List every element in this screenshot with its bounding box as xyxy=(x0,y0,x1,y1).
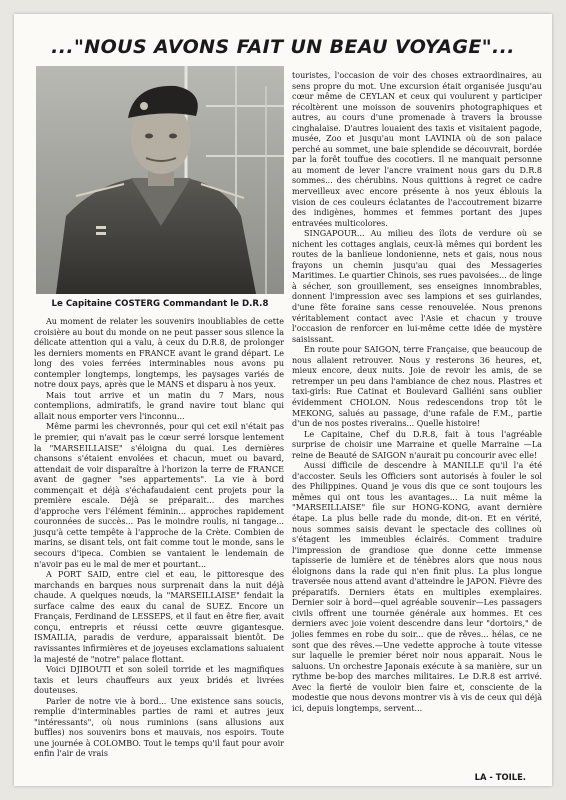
photo-caption: Le Capitaine COSTERG Commandant le D.R.8 xyxy=(51,299,269,309)
paragraph: En route pour SAIGON, terre Française, que beaucoup de nous allaient retrouver. Nous y resterons 36 heures, et, mieux encore, deux nuits. Joie de revoir les amis, de se retremper un peu dans l'ambiance de chez nous. Plastres et taxi-girls: Rue Catinat et Boulevard Galliéni sans oublier évidemment CHOLON. Nous redescendons trop tôt le MEKONG, salués au passage, d'une rafale de F.M., partie d'un de nos postes riverains... Quelle histoire! xyxy=(292,345,542,429)
paragraph: Aussi difficile de descendre à MANILLE qu'il l'a été d'accoster. Seuls les Officiers sont autorisés à fouler le sol des Philippines. Quand je vous dis que ce sont toujours les mêmes qui ont tous les avantages... La nuit même la "MARSEILLAISE" file sur HONG-KONG, avant dernière étape. La plus belle rade du monde, dit-on. Et en vérité, nous sommes saisis devant le spectacle des collines où s'étagent les immeubles éclairés. Comment traduire l'impression de grandiose que donne cette immense tapisserie de lumière et de ténèbres alors que nous nous éloignons dans la rade qui n'en finit plus. La plus longue traversée nous attend avant d'atteindre le JAPON. Fièvre des préparatifs. Derniers états en multiples exemplaires. Dernier soir à bord—quel agréable souvenir—Les passagers civils offrent une tournée générale aux hommes. Et ces derniers avec joie voient descendre dans leur "dortoirs," de jolies femmes en robe du soir... que de rêves... hélas, ce ne sont que des rêves.—Une vedette approche à toute vitesse sur laquelle le premier béret noir nous apparait. Nous le saluons. Un orchestre Japonais exécute à sa manière, sur un rythme be-bop des marches militaires. Le D.R.8 est arrivé. Avec la fierté de vouloir bien faire et, consciente de la modestie que nous devons montrer vis à vis de ceux qui déjà ici, depuis longtemps, servent... xyxy=(292,461,542,713)
paragraph: Même parmi les chevronnés, pour qui cet exil n'était pas le premier, qui n'avait pas le cœur serré lorsque lentement la "MARSEILLAISE" s'éloigna du quai. Les dernières chansons s'étaient envolées et chacun, muet ou bavard, attendait de voir disparaître à l'horizon la terre de FRANCE avant de gagner "ses appartements". La vie à bord commençait et déjà s'échafaudaient cent projets pour la première escale. Déjà se préparait... des marches d'approche vers l'élément féminin... approches rapidement couronnées de succès... Pas le moindre roulis, ni tangage... jusqu'à cette tempête à l'approche de la Crète. Combien de marins, se disant tels, ont fait comme tout le monde, sans le secours d'ipeca. Combien se vantaient le lendemain de n'avoir pas eu le mal de mer et pourtant... xyxy=(34,422,284,569)
magazine-page xyxy=(14,14,552,786)
paragraph: Voici DJIBOUTI et son soleil torride et les magnifiques taxis et leurs chauffeurs aux yeux bridés et livrées douteuses. xyxy=(34,665,284,696)
article-column-left xyxy=(34,317,284,760)
article-column-right xyxy=(292,71,542,714)
paragraph: SINGAPOUR... Au milieu des îlots de verdure où se nichent les cottages anglais, ceux-là mêmes qui bordent les routes de la banlieue londonienne, nets et gais, nous nous frayons un chemin jusqu'au quai des Messageries Maritimes. Le quartier Chinois, ses rues pavoisées... de linge à sécher, son grouillement, ses enseignes innombrables, donnent l'impression avec ses lampions et ses guirlandes, d'une fête foraine sans cesse renouvelée. Nous prenons véritablement contact avec l'Asie et chacun y trouve l'occasion de renforcer en lui-même cette idée de mystère saisissant. xyxy=(292,229,542,344)
portrait-illustration xyxy=(36,66,284,294)
paragraph: Mais tout arrive et un matin du 7 Mars, nous contemplions, admiratifs, le grand navire tout blanc qui allait nous emporter vers l'inconnu... xyxy=(34,390,284,421)
article-headline: ..."NOUS AVONS FAIT UN BEAU VOYAGE"... xyxy=(51,36,515,58)
captain-portrait-photo xyxy=(36,66,284,294)
paragraph: Le Capitaine, Chef du D.R.8, fait à tous l'agréable surprise de choisir une Marraine et quelle Marraine —La reine de Beauté de SAIGON n'aurait pu concourir avec elle! xyxy=(292,429,542,460)
paragraph: A PORT SAID, entre ciel et eau, le pittoresque des marchands en barques nous surprenait dans la nuit déjà chaude. A quelques nœuds, la "MARSEILLAISE" fendait la surface calme des eaux du canal de SUEZ. Encore un Français, Ferdinand de LESSEPS, et il faut en être fier, avait conçu, entrepris et réussi cette œuvre gigantesque. ISMAILIA, paradis de verdure, apparaissait bientôt. De ravissantes infirmières et de joyeuses exclamations saluaient la majesté de "notre" palace flottant. xyxy=(34,570,284,664)
author-signature: LA - TOILE. xyxy=(474,772,526,782)
paragraph: touristes, l'occasion de voir des choses extraordinaires, au sens propre du mot. Une excursion était organisée jusqu'au cœur même de CEYLAN et ceux qui voulurent y participer récoltèrent une moisson de souvenirs photographiques et autres, au cours d'une promenade à travers la brousse cinghalaise. D'autres louaient des taxis et visitaient pagode, musée, Zoo et jusqu'au mont LAVINIA où de son palace perché au sommet, une baie splendide se découvrait, bordée par la forêt touffue des cocotiers. Il ne manquait personne au moment de lever l'ancre vraiment nous gars du D.R.8 sommes... des chérubins. Nous quittions à regret ce cadre merveilleux avec encore présente à nos yeux éblouis la vision de ces couleurs éclatantes de l'accoutrement bizarre des indigènes, hommes et femmes portant des jupes entravées multicolores. xyxy=(292,71,542,228)
paragraph: Parler de notre vie à bord... Une existence sans soucis, remplie d'interminables parties de rami et autres jeux "intéressants", où nous ruminions (sans allusions aux buffles) nos souvenirs bons et mauvais, nos espoirs. Toute une journée à COLOMBO. Tout le temps qu'il faut pour avoir enfin l'air de vrais xyxy=(34,696,284,759)
paragraph: Au moment de relater les souvenirs inoubliables de cette croisière au bout du monde on ne peut passer sous silence la délicate attention qui a valu, à ceux du D.R.8, de prolonger les derniers moments en FRANCE avant le grand départ. Le long des voies ferrées interminables nous avons pu contempler longtemps, longtemps, les paysages variés de notre doux pays, après que le MANS et disparu à nos yeux. xyxy=(34,317,284,390)
